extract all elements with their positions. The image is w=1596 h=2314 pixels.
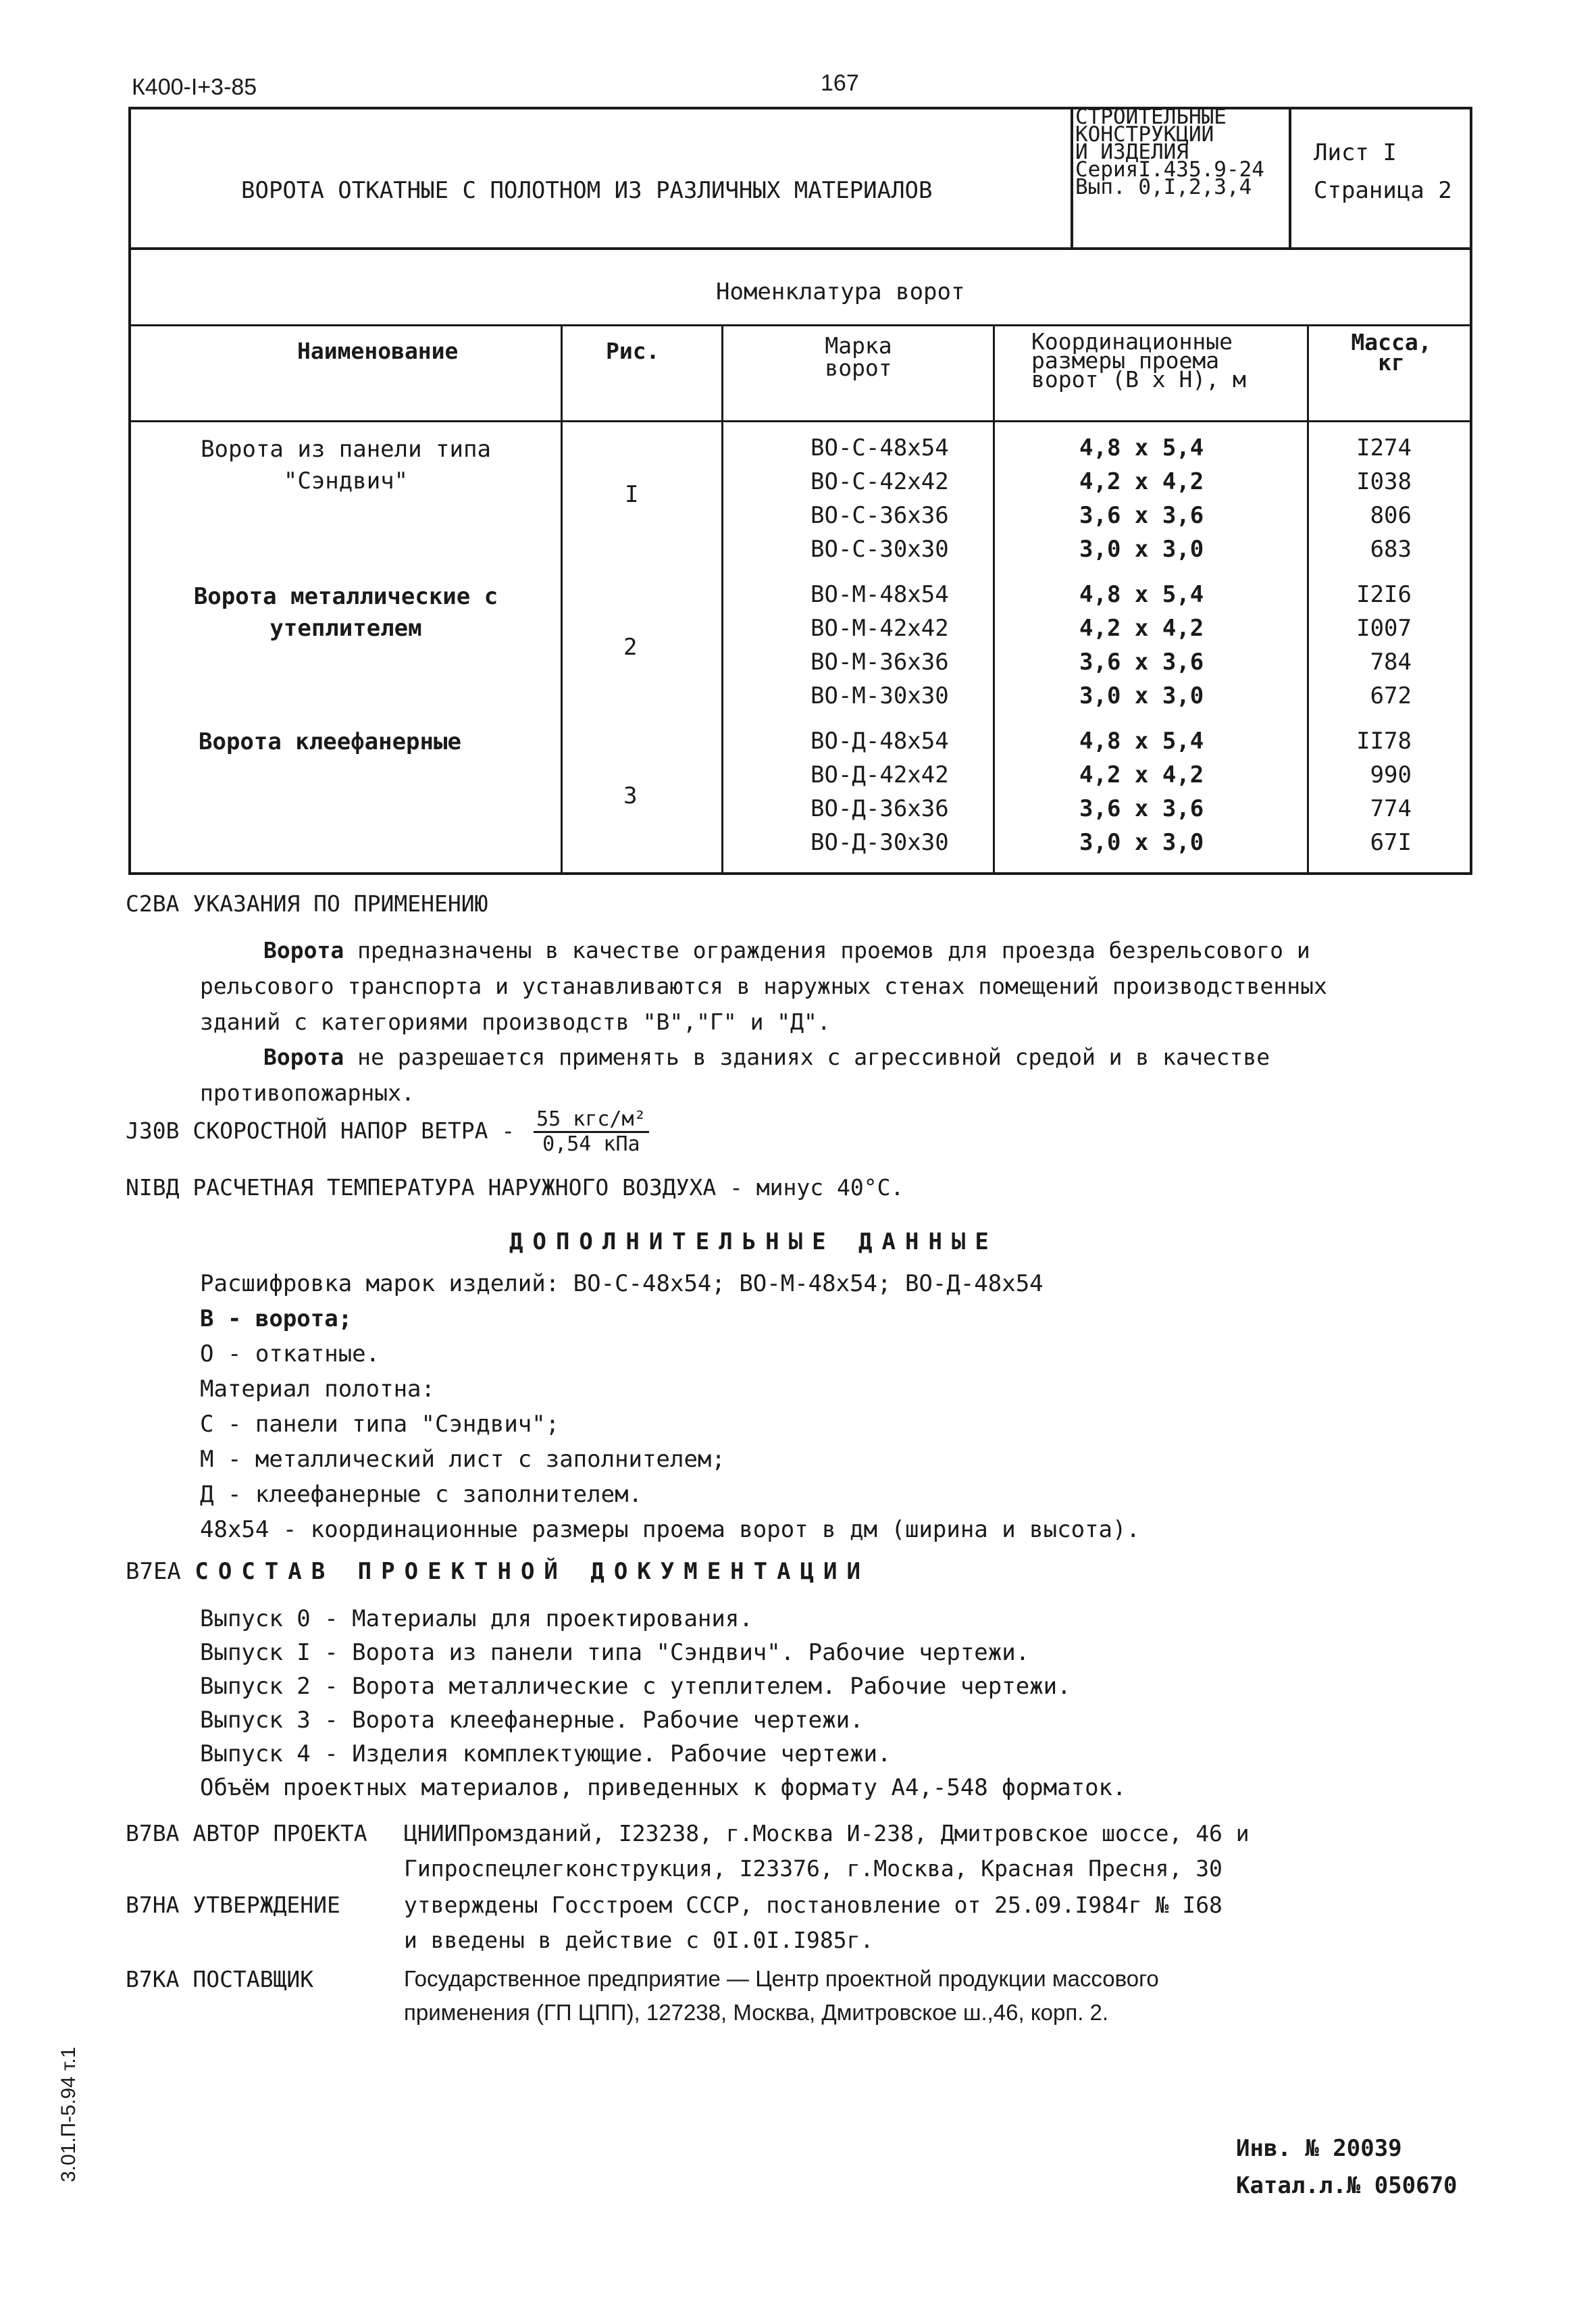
wind-label: СКОРОСТНОЙ НАПОР ВЕТРА -	[192, 1117, 515, 1144]
row-mass: 67I	[1370, 829, 1412, 856]
row-mark: ВО-М-36х36	[810, 649, 949, 676]
header-dims	[1031, 328, 1246, 393]
category-line: СТРОИТЕЛЬНЫЕ	[1075, 105, 1227, 129]
table-row	[1317, 431, 1412, 566]
title-divider-1	[1071, 107, 1073, 250]
row-dims: 4,2 х 4,2	[1079, 615, 1204, 642]
table-row	[1317, 578, 1412, 713]
row-mark: ВО-М-30х30	[810, 682, 949, 709]
author-line: Гипроспецлегконструкция, I23376, г.Москва, Красная Пресня, 30	[404, 1855, 1222, 1882]
approval-line: и введены в действие с 0I.0I.I985г.	[404, 1927, 874, 1953]
row-mass: 990	[1370, 761, 1412, 788]
usage-text: предназначены в качестве ограждения проемов для проезда безрельсового и рельсового транспорта и устанавливаются в наружных стенах помещений производственных зданий с категориями производств "В","Г" и "Д".	[200, 937, 1327, 1035]
row-mark: ВО-С-42х42	[810, 468, 949, 495]
header-mass	[1310, 329, 1472, 376]
release-line: Выпуск 3 - Ворота клеефанерные. Рабочие чертежи.	[200, 1707, 864, 1734]
section-title: УКАЗАНИЯ ПО ПРИМЕНЕНИЮ	[192, 890, 488, 917]
table-row	[810, 431, 949, 566]
decoding-line: Расшифровка марок изделий: ВО-С-48х54; ВО-М-48х54; ВО-Д-48х54	[200, 1270, 1044, 1297]
section-title: АВТОР ПРОЕКТА	[192, 1820, 367, 1846]
row-mass: 784	[1370, 649, 1412, 676]
row-mark: ВО-С-30х30	[810, 536, 949, 563]
table-row	[1317, 724, 1412, 859]
header-mass-line: кг	[1378, 349, 1405, 376]
row-mass: II78	[1356, 728, 1412, 755]
table-row	[810, 578, 949, 713]
group-name-line: утеплителем	[269, 615, 422, 642]
usage-lead: Ворота	[263, 937, 344, 963]
section-code: В7ЕА	[126, 1558, 181, 1585]
group-name-line: Ворота металлические с	[193, 583, 498, 610]
row-dims: 4,8 х 5,4	[1079, 728, 1204, 755]
temperature-label: РАСЧЕТНАЯ ТЕМПЕРАТУРА НАРУЖНОГО ВОЗДУХА - минус 40°С.	[192, 1174, 904, 1201]
release-line: Выпуск I - Ворота из панели типа "Сэндвич". Рабочие чертежи.	[200, 1639, 1030, 1666]
usage-lead: Ворота	[263, 1044, 344, 1070]
header-mark-line: Марка	[825, 332, 892, 359]
wind-value	[534, 1109, 649, 1155]
row-dims: 3,0 х 3,0	[1079, 682, 1204, 709]
row-mark: ВО-С-36х36	[810, 502, 949, 529]
col-line-3	[993, 324, 995, 875]
design-temperature	[126, 1174, 904, 1201]
group-name-line: Ворота из панели типа	[201, 436, 491, 463]
category-line: И ИЗДЕЛИЯ	[1075, 140, 1189, 164]
document-title: ВОРОТА ОТКАТНЫЕ С ПОЛОТНОМ ИЗ РАЗЛИЧНЫХ МАТЕРИАЛОВ	[241, 177, 933, 204]
header-fig: Рис.	[606, 338, 660, 364]
catalog-sheet-number: Катал.л.№ 050670	[1236, 2172, 1458, 2199]
header-dims-line: размеры проема	[1031, 347, 1220, 374]
row-dims: 4,2 х 4,2	[1079, 761, 1204, 788]
group-fig: I	[625, 481, 639, 508]
approval-line: утверждены Госстроем СССР, постановление от 25.09.I984г № I68	[404, 1892, 1222, 1918]
document-code: К400-I+3-85	[132, 74, 257, 100]
row-dims: 3,6 х 3,6	[1079, 649, 1204, 676]
decoding-line: Материал полотна:	[200, 1376, 435, 1403]
row-mark: ВО-М-48х54	[810, 581, 949, 608]
release-line: Выпуск 0 - Материалы для проектирования.	[200, 1605, 753, 1632]
wind-load	[126, 1109, 649, 1155]
row-mark: ВО-М-42х42	[810, 615, 949, 642]
category-line: Вып. 0,I,2,3,4	[1075, 175, 1252, 199]
table-row	[1079, 431, 1204, 566]
row-mass: I274	[1356, 434, 1412, 461]
wind-numerator: 55 кгс/м²	[534, 1109, 649, 1133]
category-block	[1075, 105, 1264, 199]
header-dims-line: Координационные	[1031, 328, 1233, 355]
row-mass: 683	[1370, 536, 1412, 563]
documentation-heading	[126, 1558, 870, 1585]
decoding-line: 48х54 - координационные размеры проема ворот в дм (ширина и высота).	[200, 1516, 1140, 1543]
sheet-number: Лист I	[1314, 139, 1397, 166]
section-code: В7КА	[126, 1966, 180, 1992]
release-line: Выпуск 4 - Изделия комплектующие. Рабочие чертежи.	[200, 1740, 892, 1767]
row-mass: I007	[1356, 615, 1412, 642]
row-mass: 774	[1370, 795, 1412, 822]
section-title: УТВЕРЖДЕНИЕ	[192, 1892, 340, 1918]
group-fig: 2	[623, 634, 638, 661]
row-dims: 4,8 х 5,4	[1079, 581, 1204, 608]
category-line: КОНСТРУКЦИИ	[1075, 122, 1214, 147]
usage-heading	[126, 890, 488, 917]
header-dims-line: ворот (В х Н), м	[1031, 366, 1246, 393]
header-name: Наименование	[297, 338, 459, 364]
header-mark	[723, 334, 994, 379]
usage-text: не разрешается применять в зданиях с агрессивной средой и в качестве противопожарных.	[200, 1044, 1270, 1106]
wind-denominator: 0,54 кПа	[542, 1132, 640, 1156]
row-mark: ВО-Д-36х36	[810, 795, 949, 822]
group-name-line: Ворота клеефанерные	[199, 728, 461, 755]
additional-data-heading: ДОПОЛНИТЕЛЬНЫЕ ДАННЫЕ	[509, 1228, 998, 1255]
row-dims: 3,6 х 3,6	[1079, 502, 1204, 529]
row-mass: I2I6	[1356, 581, 1412, 608]
row-dims: 3,0 х 3,0	[1079, 536, 1204, 563]
margin-note: 3.01.П-5.94 т.1	[57, 2046, 80, 2182]
row-mark: ВО-Д-30х30	[810, 829, 949, 856]
page-number: 167	[821, 70, 859, 96]
section-title: ПОСТАВЩИК	[192, 1966, 314, 1992]
header-top-line	[128, 324, 1472, 326]
supplier-line: применения (ГП ЦПП), 127238, Москва, Дмитровское ш.,46, корп. 2.	[404, 2000, 1109, 2025]
group-name	[199, 726, 461, 758]
decoding-line: Д - клеефанерные с заполнителем.	[200, 1481, 643, 1508]
row-mass: I038	[1356, 468, 1412, 495]
approval-label	[126, 1892, 340, 1918]
row-mark: ВО-Д-42х42	[810, 761, 949, 788]
title-divider-2	[1289, 107, 1291, 250]
author-label	[126, 1820, 367, 1846]
usage-paragraph-1	[200, 932, 1402, 1040]
header-mass-line: Масса,	[1351, 329, 1432, 355]
row-dims: 3,6 х 3,6	[1079, 795, 1204, 822]
row-mark: ВО-Д-48х54	[810, 728, 949, 755]
category-line: СерияI.435.9-24	[1075, 157, 1264, 182]
table-row	[1079, 578, 1204, 713]
release-line: Объём проектных материалов, приведенных к формату А4,-548 форматок.	[200, 1774, 1127, 1801]
row-mark: ВО-С-48х54	[810, 434, 949, 461]
row-mass: 672	[1370, 682, 1412, 709]
col-line-4	[1307, 324, 1309, 875]
supplier-label	[126, 1966, 313, 1992]
group-name	[131, 581, 561, 645]
decoding-line: В - ворота;	[200, 1305, 353, 1332]
decoding-line: О - откатные.	[200, 1340, 380, 1367]
usage-paragraph-2	[200, 1039, 1402, 1111]
group-name-line: "Сэндвич"	[283, 468, 409, 495]
section-code: В7ВА	[126, 1820, 180, 1846]
col-line-2	[721, 324, 723, 875]
group-fig: 3	[623, 782, 638, 809]
table-row	[1079, 724, 1204, 859]
col-line-1	[561, 324, 563, 875]
table-caption: Номенклатура ворот	[716, 278, 965, 305]
header-mark-line: ворот	[825, 355, 892, 381]
page-label: Страница 2	[1314, 177, 1452, 204]
author-line: ЦНИИПромзданий, I23238, г.Москва И-238, Дмитровское шоссе, 46 и	[404, 1820, 1250, 1846]
row-dims: 4,2 х 4,2	[1079, 468, 1204, 495]
row-dims: 4,8 х 5,4	[1079, 434, 1204, 461]
table-row	[810, 724, 949, 859]
section-code: В7НА	[126, 1892, 180, 1918]
decoding-line: М - металлический лист с заполнителем;	[200, 1446, 725, 1473]
inventory-number: Инв. № 20039	[1236, 2135, 1402, 2162]
row-dims: 3,0 х 3,0	[1079, 829, 1204, 856]
section-title: СОСТАВ ПРОЕКТНОЙ ДОКУМЕНТАЦИИ	[195, 1558, 870, 1585]
header-bottom-line	[128, 420, 1472, 422]
decoding-line: С - панели типа "Сэндвич";	[200, 1411, 560, 1438]
release-line: Выпуск 2 - Ворота металлические с утеплителем. Рабочие чертежи.	[200, 1673, 1071, 1700]
section-code: С2ВА	[126, 890, 180, 917]
section-code: J30В	[126, 1117, 180, 1144]
section-code: NIВД	[126, 1174, 180, 1201]
row-mass: 806	[1370, 502, 1412, 529]
supplier-line: Государственное предприятие — Центр проектной продукции массового	[404, 1966, 1159, 1991]
group-name	[131, 434, 561, 497]
